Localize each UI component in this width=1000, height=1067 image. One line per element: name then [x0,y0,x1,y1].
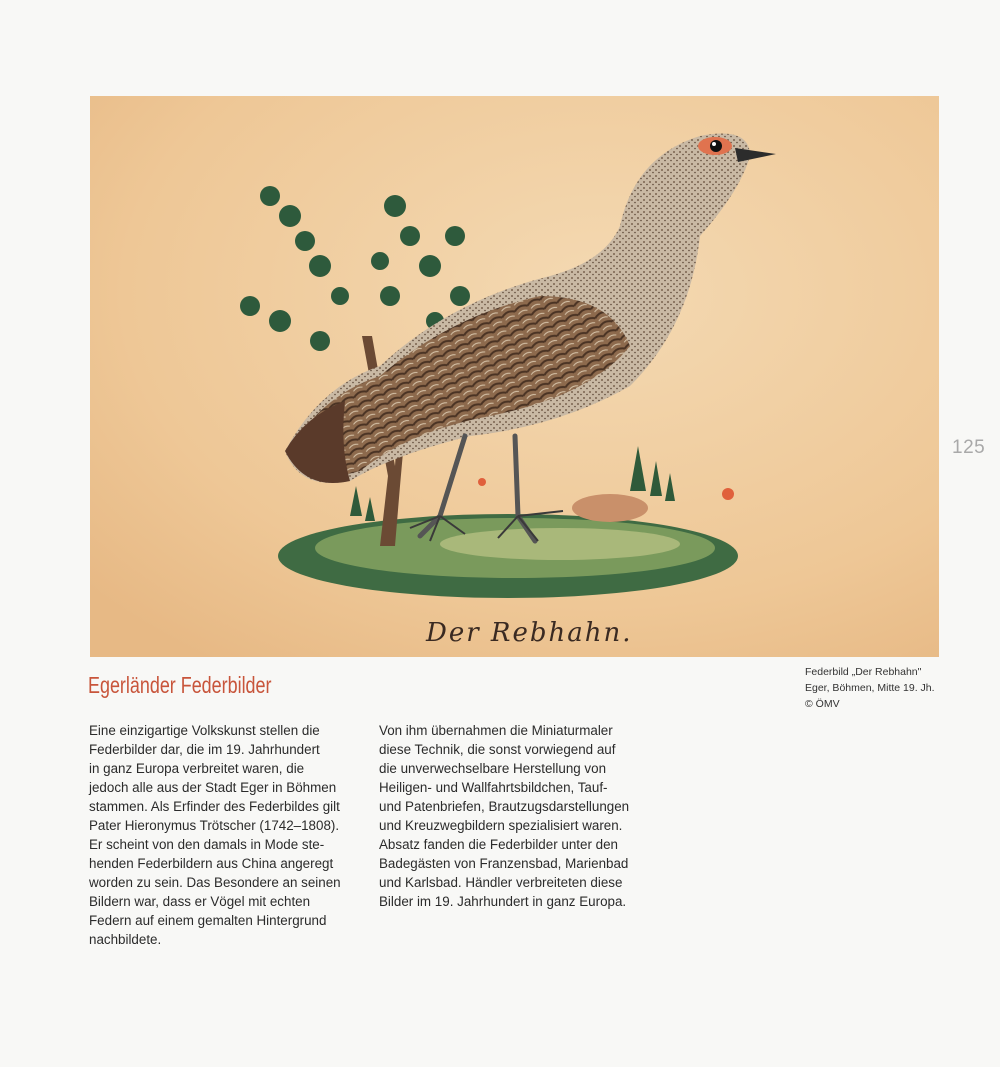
text-line: und Patenbriefen, Brautzugsdarstellungen [379,799,630,814]
caption-line: © ÖMV [805,698,840,710]
text-line: Federbilder dar, die im 19. Jahrhundert [89,742,320,757]
text-line: Absatz fanden die Federbilder unter den [379,837,618,852]
text-line: Badegästen von Franzensbad, Marienbad [379,856,629,871]
caption-line: Eger, Böhmen, Mitte 19. Jh. [805,682,935,694]
text-line: worden zu sein. Das Besondere an seinen [89,875,341,890]
text-line: Er scheint von den damals in Mode ste- [89,837,325,852]
caption-line: Federbild „Der Rebhahn" [805,666,922,678]
section-heading: Egerländer Federbilder [88,672,272,698]
text-line: in ganz Europa verbreitet waren, die [89,761,305,776]
text-line: nachbildete. [89,932,162,947]
text-line: und Kreuzwegbildern spezialisiert waren. [379,818,623,833]
text-line: Von ihm übernahmen die Miniaturmaler [379,723,613,738]
text-line: Federn auf einem gemalten Hintergrund [89,913,327,928]
text-line: die unverwechselbare Herstellung von [379,761,607,776]
feather-picture-partridge [90,96,939,657]
body-column-right [379,721,649,911]
text-line: Eine einzigartige Volkskunst stellen die [89,723,320,738]
text-line: Heiligen- und Wallfahrtsbildchen, Tauf- [379,780,608,795]
text-line: henden Federbildern aus China angeregt [89,856,334,871]
text-line: und Karlsbad. Händler verbreiteten diese [379,875,623,890]
page-number: 125 [952,437,986,458]
figure-inscription: Der Rebhahn. [426,618,633,648]
text-line: diese Technik, die sonst vorwiegend auf [379,742,616,757]
text-line: Bilder im 19. Jahrhundert in ganz Europa. [379,894,627,909]
figure-caption [805,664,995,712]
body-column-left [89,721,364,949]
text-line: Pater Hieronymus Trötscher (1742–1808). [89,818,340,833]
text-line: jedoch alle aus der Stadt Eger in Böhmen [89,780,337,795]
text-line: Bildern war, dass er Vögel mit echten [89,894,311,909]
text-line: stammen. Als Erfinder des Federbildes gilt [89,799,340,814]
